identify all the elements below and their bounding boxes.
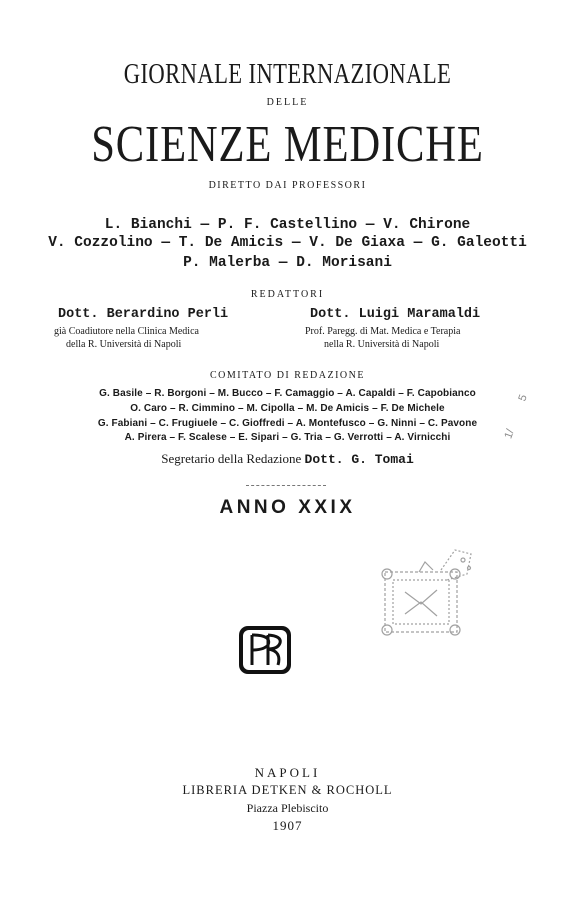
secretary-label: Segretario della Redazione (161, 451, 302, 466)
secretary-name: Dott. G. Tomai (304, 452, 414, 467)
imprint-address: Piazza Plebiscito (246, 801, 329, 815)
editor-role-right-1: Prof. Paregg. di Mat. Medica e Terapia (305, 326, 461, 337)
editor-name-left: Dott. Berardino Perli (58, 307, 229, 322)
professors-line-1: L. Bianchi — P. F. Castellino — V. Chirone (104, 217, 471, 233)
pencil-mark-2: 1/ (502, 427, 517, 441)
secretary-line (0, 451, 575, 467)
pencil-mark-1: 5 (516, 393, 530, 403)
committee-line-4: A. Pirera – F. Scalese – E. Sipari – G. Tria – G. Verrotti – A. Virnicchi (124, 432, 451, 443)
directed-by-label: DIRETTO DAI PROFESSORI (208, 180, 367, 191)
editor-role-left-1: già Coadiutore nella Clinica Medica (54, 326, 199, 337)
publisher-monogram-icon (238, 625, 292, 675)
editor-name-right: Dott. Luigi Maramaldi (310, 307, 481, 322)
editors-heading: REDATTORI (250, 289, 325, 300)
committee-line-1: G. Basile – R. Borgoni – M. Bucco – F. Camaggio – A. Capaldi – F. Capobianco (99, 388, 476, 399)
editor-role-left-2: della R. Università di Napoli (66, 339, 182, 350)
journal-title-main: SCIENZE MEDICHE (91, 116, 484, 173)
imprint-year: 1907 (272, 818, 303, 833)
committee-line-3: G. Fabiani – C. Frugiuele – C. Gioffredi – A. Montefusco – G. Ninni – C. Pavone (97, 418, 478, 429)
imprint-city: NAPOLI (254, 765, 321, 780)
journal-title-line1: GIORNALE INTERNAZIONALE (123, 58, 452, 90)
professors-line-2: V. Cozzolino — T. De Amicis — V. De Giaxa — G. Galeotti (48, 235, 527, 251)
imprint-publisher: LIBRERIA DETKEN & ROCHOLL (182, 783, 393, 797)
volume-label: ANNO XXIX (219, 497, 356, 518)
library-stamp-icon (375, 540, 480, 648)
divider (246, 485, 326, 486)
committee-line-2: O. Caro – R. Cimmino – M. Cipolla – M. De Amicis – F. De Michele (130, 403, 445, 414)
journal-title-line2: DELLE (266, 97, 309, 108)
editor-role-right-2: nella R. Università di Napoli (324, 339, 440, 350)
committee-heading: COMITATO DI REDAZIONE (210, 370, 365, 381)
professors-line-3: P. Malerba — D. Morisani (183, 255, 392, 271)
